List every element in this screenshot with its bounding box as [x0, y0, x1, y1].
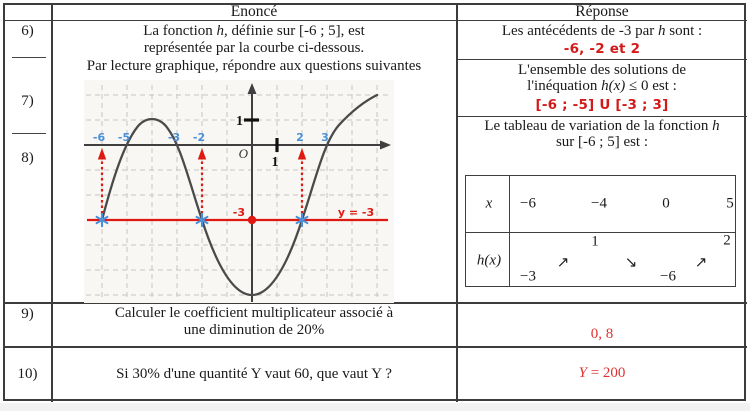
reponse-q8-prompt-line2: sur [-6 ; 5] est : — [555, 134, 649, 150]
point-0-minus3-dot — [248, 216, 256, 224]
column-separator-numbers — [51, 3, 53, 402]
enonce-q678-line1-post: , définie sur [-6 ; 5], est — [224, 23, 365, 39]
x-label-3: 3 — [321, 131, 329, 144]
variation-table-inner-hline — [466, 232, 735, 233]
line-equation-label: y = -3 — [337, 206, 375, 219]
row-separator-q9-q10 — [3, 346, 747, 348]
reponse-q6-answer: -6, -2 et 2 — [563, 41, 641, 57]
reponse-separator-2 — [457, 116, 747, 117]
reponse-q6-prompt — [458, 23, 746, 40]
vt-x-value-2: −4 — [591, 195, 607, 212]
enonce-q9-line1: Calculer le coefficient multiplicateur associé à — [114, 305, 394, 321]
variation-table-inner-vline — [509, 176, 510, 286]
reponse-q10-answer — [458, 365, 746, 382]
vt-hx-low-2: −6 — [660, 268, 676, 285]
vt-arrow-up-icon-2: ↗ — [694, 253, 708, 271]
x-label-minus2: -2 — [192, 131, 206, 144]
vt-x-value-1: −6 — [520, 195, 536, 212]
vt-x-value-3: 0 — [662, 195, 670, 212]
question-number-7: 7) — [21, 93, 34, 109]
reponse-q7-prompt-line2 — [458, 78, 746, 95]
x-label-minus5: -5 — [117, 131, 131, 144]
reponse-q7-answer: [-6 ; -5] U [-3 ; 3] — [535, 97, 669, 113]
reponse-q8-text-pre: Le tableau de variation de la fonction — [484, 118, 713, 134]
answer-dash-q6 — [12, 57, 46, 58]
enonce-q678-line1-pre: La fonction — [143, 23, 217, 39]
enonce-q10: Si 30% d'une quantité Y vaut 60, que vaut Y ? — [116, 366, 392, 382]
vt-x-value-4: 5 — [726, 195, 734, 212]
enonce-q678-line1 — [54, 23, 454, 40]
question-number-10: 10) — [17, 366, 38, 382]
x-label-2: 2 — [296, 131, 304, 144]
variation-table — [465, 175, 736, 287]
y-unit-label: 1 — [236, 114, 243, 129]
reponse-q9-answer: 0, 8 — [590, 326, 614, 342]
question-number-6: 6) — [21, 23, 34, 39]
reponse-q6-h-symbol: h — [658, 23, 666, 39]
vt-arrow-down-icon: ↘ — [624, 253, 638, 271]
enonce-q678-line3: Par lecture graphique, répondre aux questions suivantes — [86, 58, 422, 74]
reponse-q7-text-pre: l'inéquation — [527, 78, 602, 94]
answer-dash-q7 — [12, 133, 46, 134]
page-margin-bottom — [0, 403, 750, 411]
vt-hx-label: h(x) — [476, 252, 502, 269]
enonce-q9-line2: une diminution de 20% — [183, 322, 325, 338]
reponse-separator-1 — [457, 59, 747, 60]
vt-arrow-up-icon-1: ↗ — [556, 253, 570, 271]
question-number-9: 9) — [21, 306, 34, 322]
function-graph — [84, 80, 394, 303]
function-h-symbol: h — [216, 23, 224, 39]
reponse-q6-text-post: sont : — [665, 23, 703, 39]
header-reponse: Réponse — [575, 3, 629, 20]
reponse-q6-text-pre: Les antécédents de -3 par — [501, 23, 658, 39]
enonce-q678-line2: représentée par la courbe ci-dessous. — [143, 40, 365, 56]
x-label-minus3: -3 — [167, 131, 181, 144]
reponse-q8-h-symbol: h — [712, 118, 720, 134]
minus3-value-label: -3 — [232, 206, 245, 219]
reponse-q7-text-post: ≤ 0 est : — [625, 78, 677, 94]
header-enonce: Enoncé — [230, 3, 278, 20]
x-label-minus6: -6 — [92, 131, 106, 144]
reponse-q8-prompt-line1 — [458, 118, 746, 135]
vt-hx-high-2: 2 — [723, 232, 731, 249]
vt-x-label: x — [485, 195, 493, 212]
question-number-8: 8) — [21, 150, 34, 166]
reponse-q7-prompt-line1: L'ensemble des solutions de — [517, 62, 687, 78]
vt-hx-high-1: 1 — [591, 233, 599, 250]
origin-label: O — [238, 146, 248, 161]
reponse-q10-value: = 200 — [586, 365, 626, 381]
x-unit-label: 1 — [271, 155, 279, 170]
reponse-q7-hx-symbol: h(x) — [601, 78, 626, 94]
vt-hx-low-1: −3 — [520, 268, 536, 285]
reponse-q10-Y-symbol: Y — [578, 365, 587, 381]
